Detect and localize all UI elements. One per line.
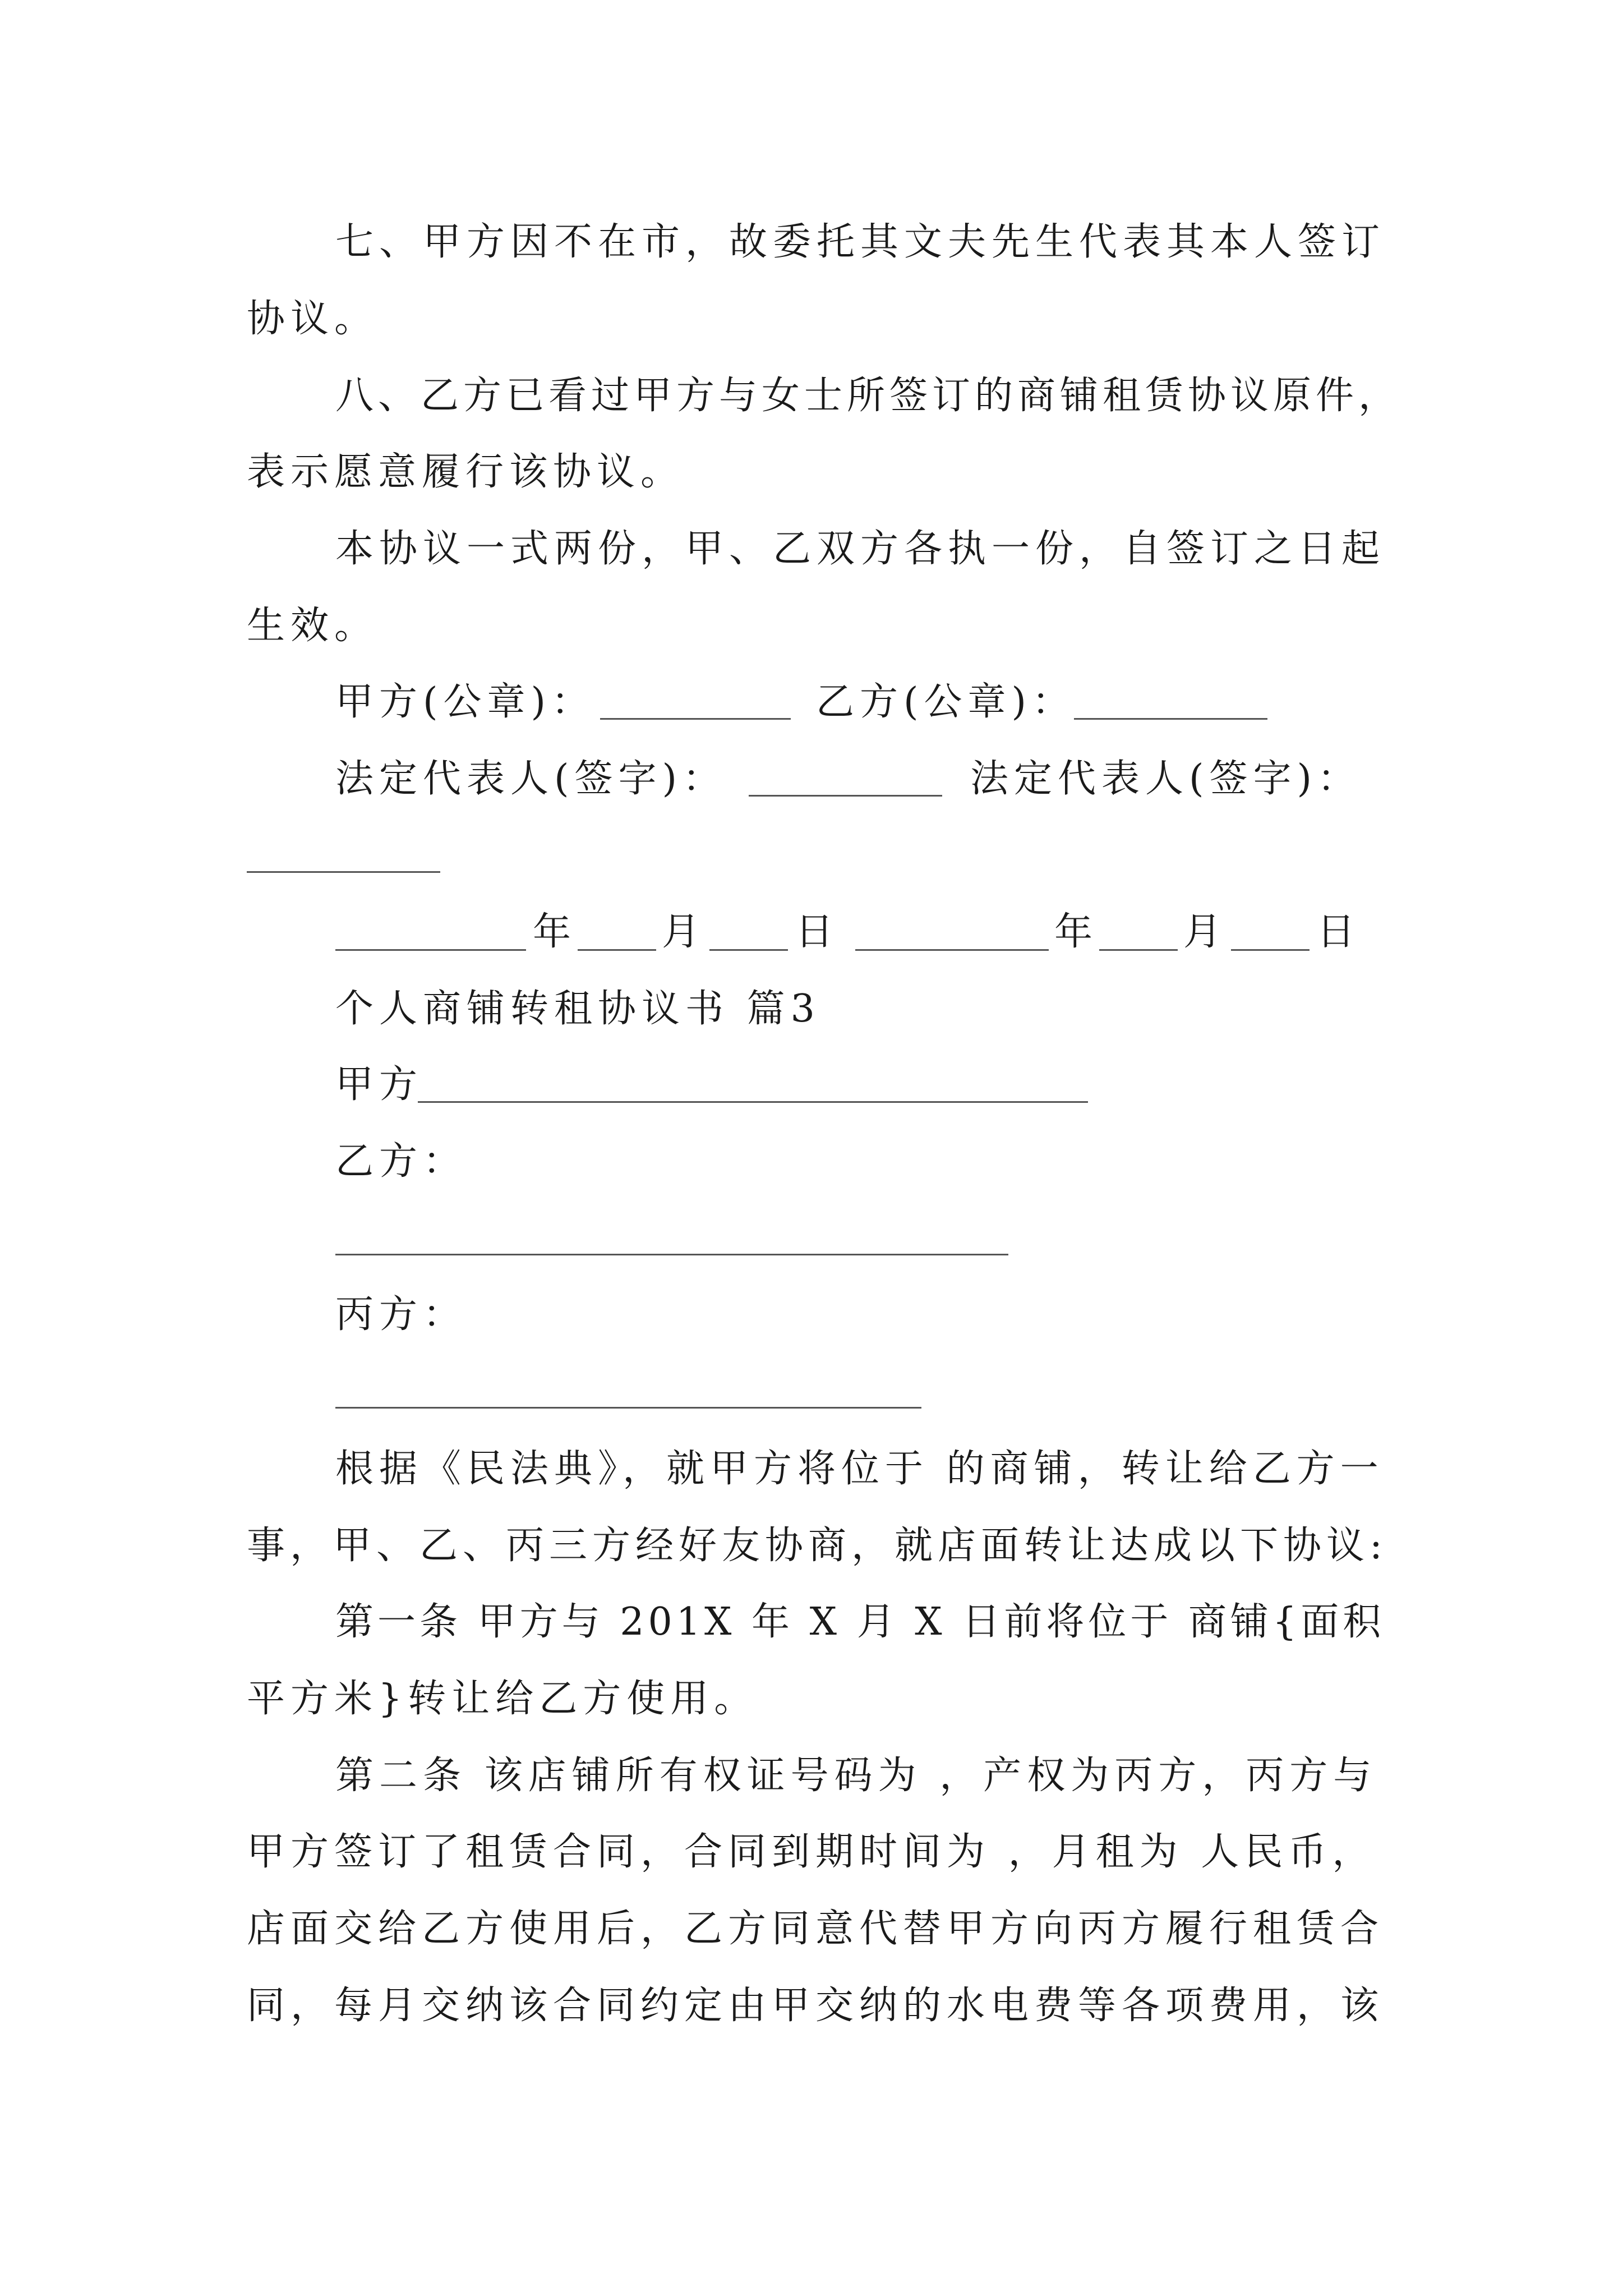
copies-line1: 本协议一式两份，甲、乙双方各执一份，自签订之日起 (335, 527, 1386, 571)
sign-party-a-blank (600, 718, 791, 720)
date-a-day: 日 (795, 910, 840, 954)
article2-line2: 甲方签订了租赁合同，合同到期时间为 ，月租为 人民币， (247, 1830, 1376, 1874)
date-b-year-blank (855, 949, 1049, 951)
date-b-year: 年 (1054, 910, 1099, 954)
article2-line1: 第二条 该店铺所有权证号码为 ，产权为丙方，丙方与 (335, 1754, 1377, 1798)
rep-a-blank (749, 795, 942, 797)
date-a-month-blank (578, 949, 656, 951)
rep-a-label: 法定代表人(签字)： (335, 757, 727, 801)
intro-line1: 根据《民法典》，就甲方将位于 的商铺，转让给乙方一 (335, 1447, 1384, 1491)
date-b-month-blank (1099, 949, 1178, 951)
sign-party-a-label: 甲方(公章)： (335, 680, 596, 724)
copies-line2: 生效。 (247, 604, 379, 648)
article1-line1: 第一条 甲方与 201X 年 X 月 X 日前将位于 商铺{面积 (335, 1600, 1385, 1644)
party-bing-label: 丙方： (335, 1292, 467, 1337)
date-a-day-blank (709, 949, 788, 951)
date-b-day: 日 (1317, 910, 1361, 954)
article1-line2: 平方米}转让给乙方使用。 (247, 1677, 758, 1721)
article2-line3: 店面交给乙方使用后，乙方同意代替甲方向丙方履行租赁合 (247, 1907, 1385, 1951)
date-a-year: 年 (533, 910, 577, 954)
date-b-day-blank (1231, 949, 1310, 951)
para8-line2: 表示愿意履行该协议。 (247, 450, 685, 494)
rep-b-blank (247, 871, 440, 873)
date-a-year-blank (335, 949, 526, 951)
party-yi-blank (335, 1254, 1008, 1255)
para7-line2: 协议。 (247, 297, 379, 341)
intro-line2: 事，甲、乙、丙三方经好友协商，就店面转让达成以下协议: (247, 1524, 1387, 1568)
party-jia-label: 甲方 (335, 1062, 423, 1107)
party-yi-label: 乙方： (335, 1139, 467, 1184)
party-jia-blank (418, 1101, 1088, 1103)
sign-party-b-blank (1074, 718, 1267, 720)
section-title: 个人商铺转租协议书 篇3 (335, 987, 820, 1031)
date-b-month: 月 (1183, 910, 1228, 954)
para8-line1: 八、乙方已看过甲方与女士所签订的商铺租赁协议原件， (335, 374, 1401, 418)
date-a-month: 月 (662, 910, 706, 954)
sign-party-b-label: 乙方(公章)： (816, 680, 1076, 724)
rep-b-label: 法定代表人(签字)： (970, 757, 1362, 801)
article2-line4: 同，每月交纳该合同约定由甲交纳的水电费等各项费用，该 (247, 1984, 1385, 2028)
para7-line1: 七、甲方因不在市，故委托其文夫先生代表其本人签订 (335, 220, 1386, 264)
party-bing-blank (335, 1407, 921, 1409)
